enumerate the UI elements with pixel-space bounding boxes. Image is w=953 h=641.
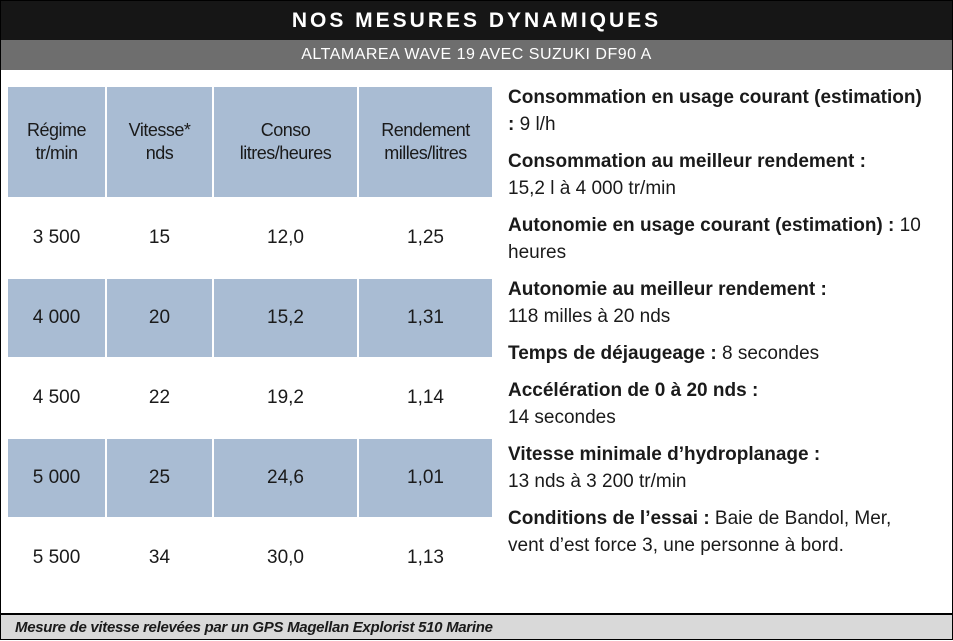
header-line2: litres/heures bbox=[239, 143, 332, 163]
info-label: Autonomie en usage courant (estimation) : bbox=[508, 215, 895, 236]
table-row bbox=[8, 518, 492, 598]
table-header-row bbox=[8, 87, 492, 198]
table-row bbox=[8, 438, 492, 518]
info-value: 9 l/h bbox=[514, 114, 556, 135]
cell-regime: 4 500 bbox=[8, 358, 106, 438]
header-rendement bbox=[358, 87, 492, 198]
header-line2: tr/min bbox=[35, 143, 78, 163]
info-label: Conditions de l’essai : bbox=[508, 508, 710, 529]
info-value: 14 secondes bbox=[508, 407, 616, 428]
measurements-table-wrap bbox=[8, 87, 492, 599]
header-line2: nds bbox=[145, 143, 174, 163]
header-conso bbox=[213, 87, 358, 198]
cell-vitesse: 25 bbox=[106, 438, 213, 518]
cell-rendement: 1,25 bbox=[358, 198, 492, 278]
info-label: Temps de déjaugeage : bbox=[508, 343, 717, 364]
cell-vitesse: 34 bbox=[106, 518, 213, 598]
info-value: Baie de Bandol, Mer, vent d’est force 3, une personne à bord. bbox=[508, 508, 892, 556]
info-item-autonomie-courant bbox=[508, 212, 928, 266]
table-row bbox=[8, 278, 492, 358]
cell-conso: 19,2 bbox=[213, 358, 358, 438]
header-line1: Vitesse* bbox=[128, 120, 191, 140]
info-value: 8 secondes bbox=[716, 343, 820, 364]
info-item-conditions bbox=[508, 505, 928, 559]
info-item-autonomie-rendement bbox=[508, 276, 928, 330]
panel-title: NOS MESURES DYNAMIQUES bbox=[1, 1, 952, 40]
info-label: Consommation en usage courant (estimation) : bbox=[508, 87, 922, 135]
info-item-hydroplanage bbox=[508, 441, 928, 495]
panel-subtitle: ALTAMAREA WAVE 19 AVEC SUZUKI DF90 A bbox=[1, 40, 952, 70]
cell-vitesse: 22 bbox=[106, 358, 213, 438]
info-value: 118 milles à 20 nds bbox=[508, 306, 671, 327]
cell-regime: 3 500 bbox=[8, 198, 106, 278]
info-item-conso-courant bbox=[508, 84, 928, 138]
cell-rendement: 1,13 bbox=[358, 518, 492, 598]
info-value: 13 nds à 3 200 tr/min bbox=[508, 471, 687, 492]
table-row bbox=[8, 358, 492, 438]
cell-vitesse: 15 bbox=[106, 198, 213, 278]
header-line1: Régime bbox=[26, 120, 87, 140]
cell-rendement: 1,31 bbox=[358, 278, 492, 358]
cell-conso: 12,0 bbox=[213, 198, 358, 278]
cell-conso: 24,6 bbox=[213, 438, 358, 518]
header-line1: Conso bbox=[260, 120, 311, 140]
info-label: Autonomie au meilleur rendement : bbox=[508, 279, 827, 300]
info-value: 15,2 l à 4 000 tr/min bbox=[508, 178, 676, 199]
info-value: 10 heures bbox=[508, 215, 921, 263]
header-line1: Rendement bbox=[381, 120, 470, 140]
info-item-dejaugeage bbox=[508, 340, 928, 367]
header-vitesse bbox=[106, 87, 213, 198]
info-label: Consommation au meilleur rendement : bbox=[508, 151, 866, 172]
cell-vitesse: 20 bbox=[106, 278, 213, 358]
header-regime bbox=[8, 87, 106, 198]
footer-note: Mesure de vitesse relevées par un GPS Magellan Explorist 510 Marine bbox=[1, 613, 952, 639]
info-label: Vitesse minimale d’hydroplanage : bbox=[508, 444, 821, 465]
cell-conso: 15,2 bbox=[213, 278, 358, 358]
info-item-conso-rendement bbox=[508, 148, 928, 202]
cell-regime: 5 000 bbox=[8, 438, 106, 518]
cell-conso: 30,0 bbox=[213, 518, 358, 598]
cell-rendement: 1,01 bbox=[358, 438, 492, 518]
cell-regime: 5 500 bbox=[8, 518, 106, 598]
info-label: Accélération de 0 à 20 nds : bbox=[508, 380, 759, 401]
info-list bbox=[508, 84, 928, 569]
cell-regime: 4 000 bbox=[8, 278, 106, 358]
panel-content bbox=[1, 70, 952, 611]
header-line2: milles/litres bbox=[384, 143, 467, 163]
table-row bbox=[8, 198, 492, 278]
info-item-acceleration bbox=[508, 377, 928, 431]
cell-rendement: 1,14 bbox=[358, 358, 492, 438]
measurements-table bbox=[8, 87, 492, 599]
